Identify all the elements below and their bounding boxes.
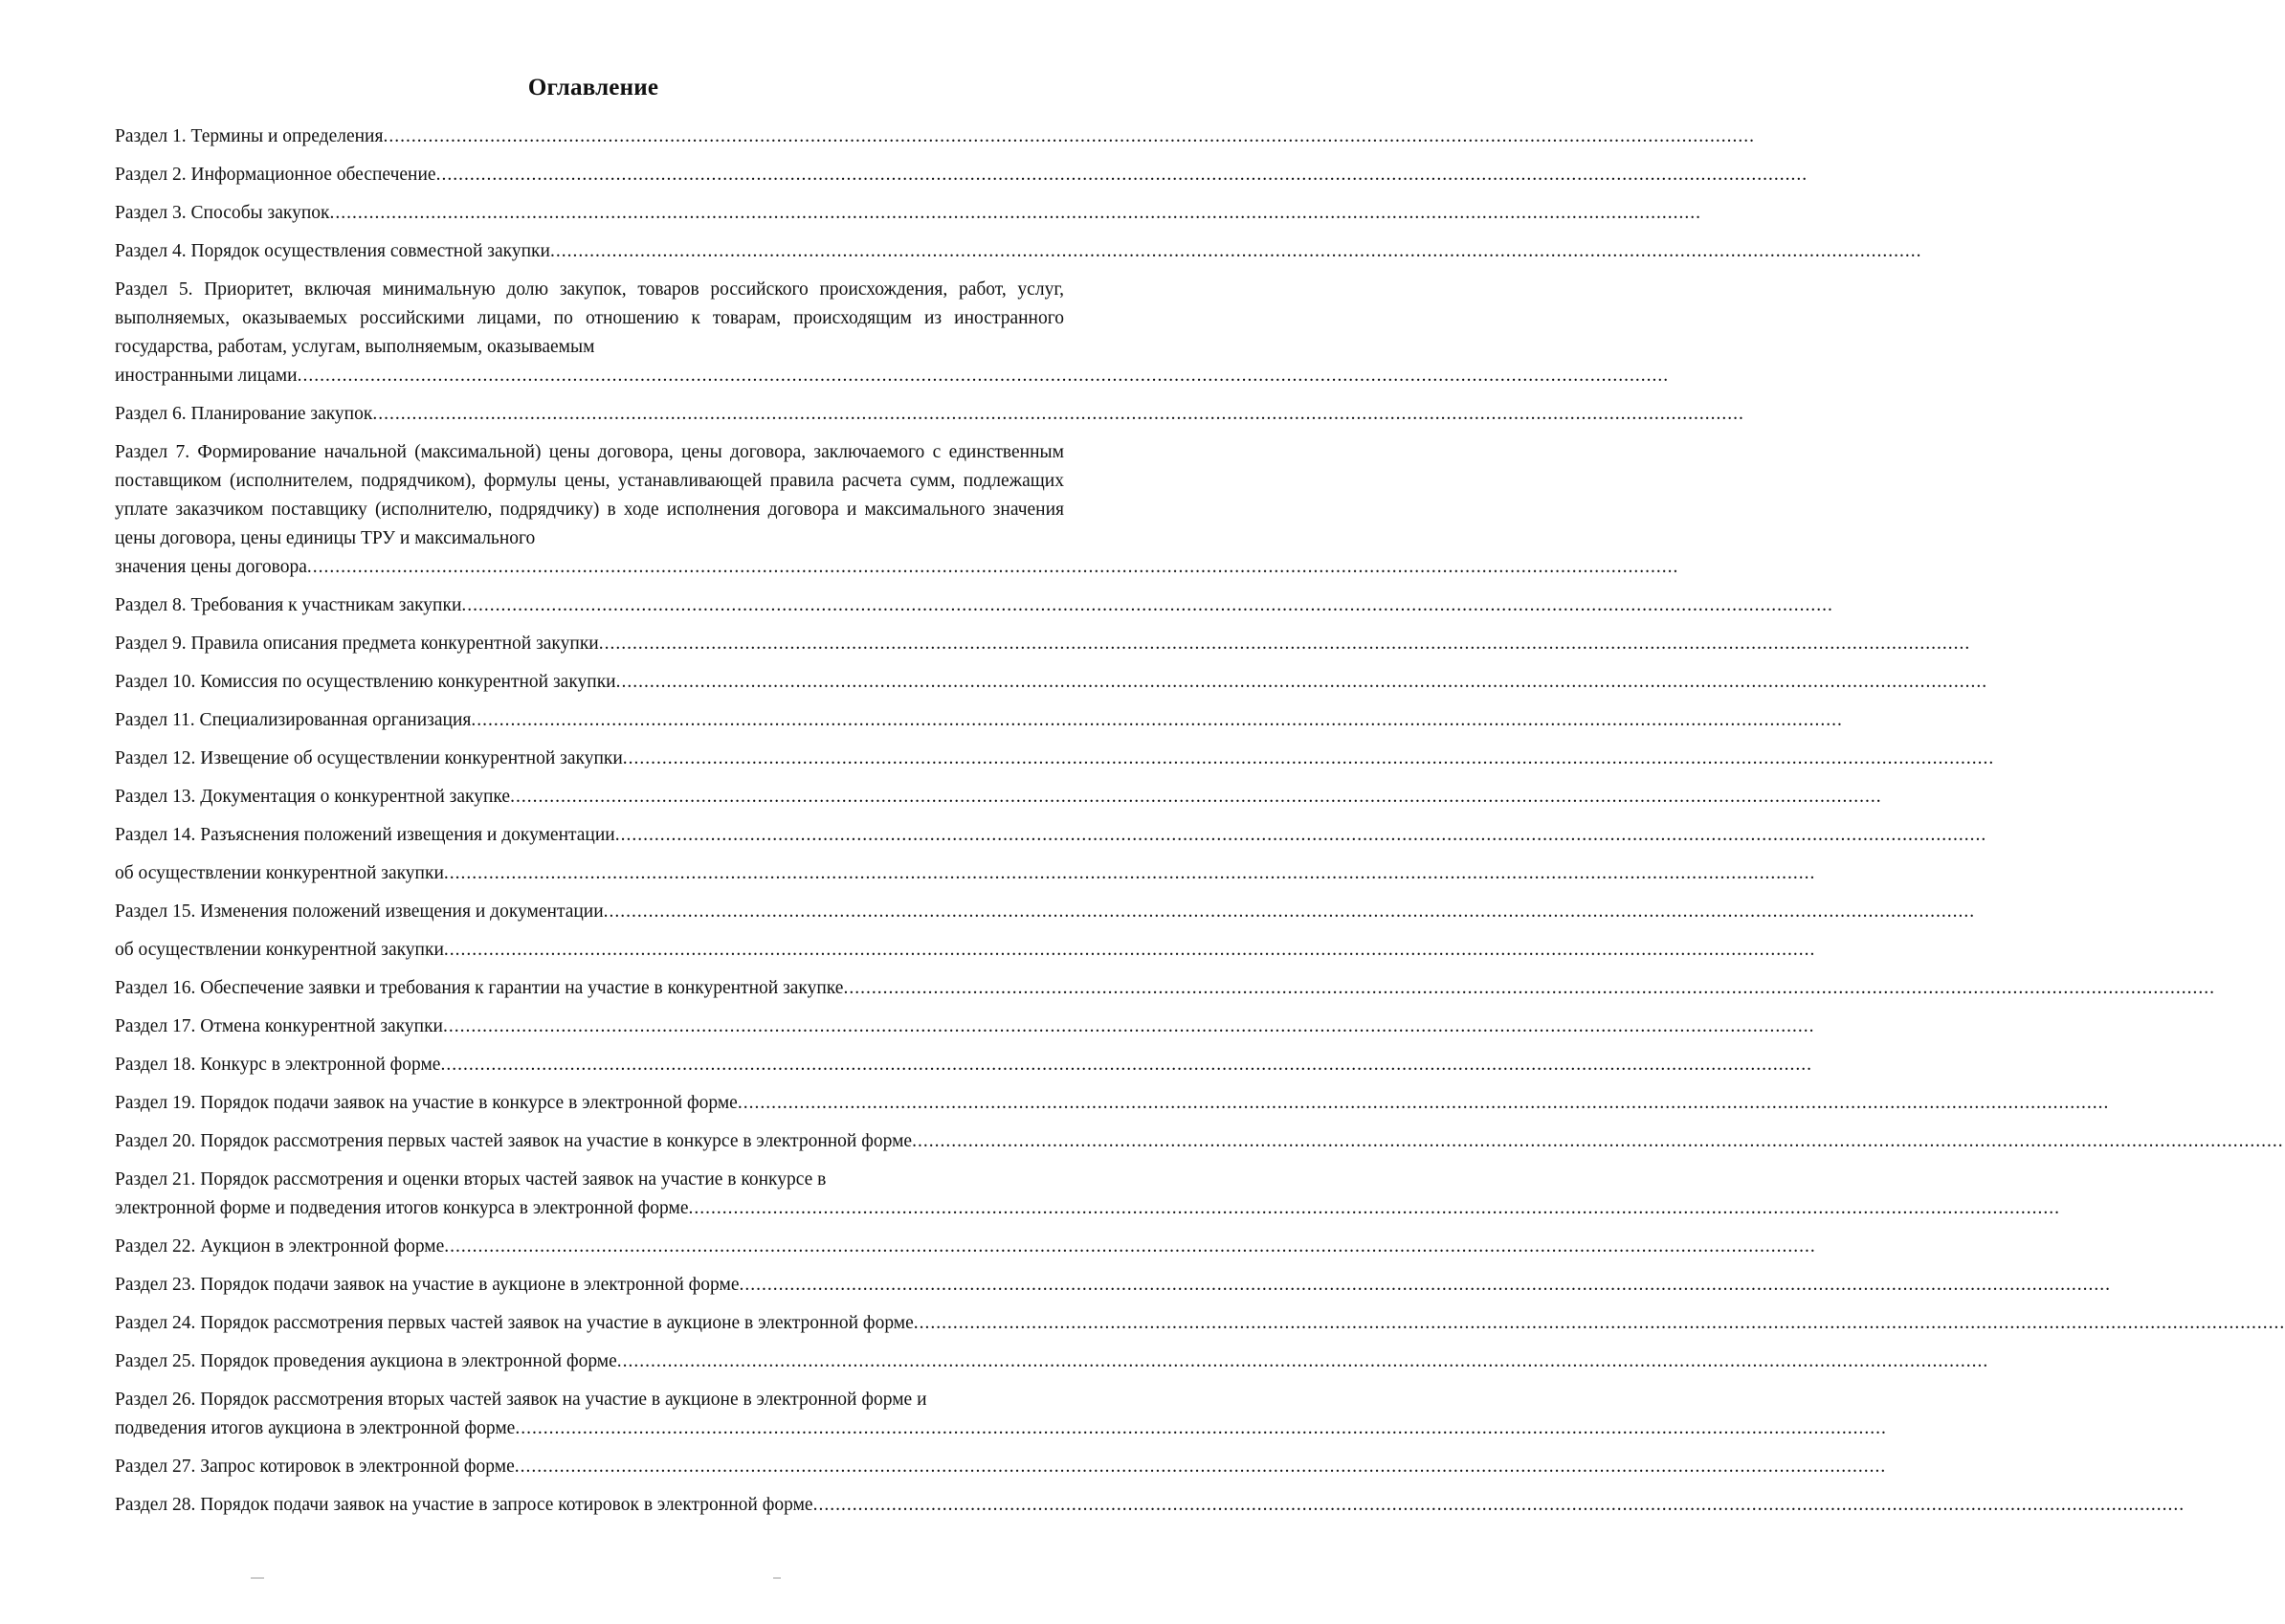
toc-entry-title-end: подведения итогов аукциона в электронной форме [115,1418,516,1438]
dot-leader: .................................................................................................................................................................................................................................................... [843,978,2215,998]
toc-entry-title: Раздел 27. Запрос котировок в электронной форме [115,1457,515,1477]
toc-entry [115,1051,1812,1079]
toc-entry-title: Раздел 4. Порядок осуществления совместной закупки [115,241,550,261]
toc-entry [115,936,1816,965]
dot-leader: .................................................................................................................................................................................................................................................... [688,1198,2060,1218]
toc-entry [115,1127,2284,1156]
dot-leader: .................................................................................................................................................................................................................................................... [383,126,1755,146]
dot-leader: .................................................................................................................................................................................................................................................... [443,940,1816,960]
dot-leader: .................................................................................................................................................................................................................................................... [443,863,1816,883]
toc-entry [115,630,1971,658]
toc-entry [115,974,2215,1003]
toc-entry-title: Раздел 23. Порядок подачи заявок на участие в аукционе в электронной форме [115,1275,740,1295]
dot-leader: .................................................................................................................................................................................................................................................... [615,672,1988,692]
toc-entry-title: Раздел 10. Комиссия по осуществлению конкурентной закупки [115,672,616,692]
toc-entry-title: Раздел 6. Планирование закупок [115,404,373,424]
toc-entry-title: Раздел 14. Разъяснения положений извещения и документации [115,825,615,845]
toc-entry-last-line [115,553,1679,582]
toc-entry [115,122,1755,151]
toc-entry [115,1309,2285,1338]
toc-entry-title: Раздел 18. Конкурс в электронной форме [115,1055,441,1075]
toc-entry-title: Раздел 21. Порядок рассмотрения и оценки вторых частей заявок на участие в конкурсе в [115,1169,827,1190]
toc-entry-title: Раздел 8. Требования к участникам закупки [115,595,462,615]
toc-entry-title: Раздел 13. Документация о конкурентной закупке [115,787,511,807]
dot-leader: .................................................................................................................................................................................................................................................... [329,203,1701,223]
toc-entry [115,1089,2110,1118]
toc-entry-title: Раздел 3. Способы закупок [115,203,330,223]
toc-entry-title: Раздел 24. Порядок рассмотрения первых частей заявок на участие в аукционе в электронной форме [115,1313,914,1333]
toc-entry-title: Раздел 26. Порядок рассмотрения вторых частей заявок на участие в аукционе в электронной форме и [115,1390,927,1410]
toc-entry [115,161,1808,189]
toc-entry-title: Раздел 25. Порядок проведения аукциона в электронной форме [115,1351,617,1371]
toc-entry [115,438,1679,582]
toc-entry [115,237,1922,266]
dot-leader: .................................................................................................................................................................................................................................................... [461,595,1833,615]
toc-entry [115,859,1816,888]
scan-speck [251,1577,264,1579]
dot-leader: .................................................................................................................................................................................................................................................... [442,1016,1815,1036]
dot-leader: .................................................................................................................................................................................................................................................... [306,557,1679,577]
scan-speck [773,1577,781,1579]
dot-leader: .................................................................................................................................................................................................................................................... [737,1093,2110,1113]
dot-leader: .................................................................................................................................................................................................................................................... [598,634,1971,654]
toc-entry [115,1233,1816,1261]
toc-entry-title-end: электронной форме и подведения итогов конкурса в электронной форме [115,1198,689,1218]
toc-entry-title: Раздел 16. Обеспечение заявки и требования к гарантии на участие в конкурентной закупке [115,978,844,998]
toc-entry [115,1012,1815,1041]
dot-leader: .................................................................................................................................................................................................................................................... [297,366,1670,386]
toc-entry [115,1453,1887,1481]
table-of-contents [115,122,2285,1529]
dot-leader: .................................................................................................................................................................................................................................................... [614,825,1987,845]
toc-entry-title: Раздел 22. Аукцион в электронной форме [115,1236,445,1257]
toc-entry-title: Раздел 1. Термины и определения [115,126,384,146]
toc-entry-title: Раздел 19. Порядок подачи заявок на участие в конкурсе в электронной форме [115,1093,738,1113]
toc-entry-title: Раздел 15. Изменения положений извещения и документации [115,901,604,922]
toc-entry [115,783,1882,812]
toc-entry [115,1491,2185,1520]
toc-entry [115,1386,1887,1443]
dot-leader: .................................................................................................................................................................................................................................................... [435,165,1808,185]
toc-entry-title: Раздел 7. Формирование начальной (максимальной) цены договора, цены договора, заключаемого с единственным поставщиком (исполнителем, подрядчиком), формулы цены, устанавливающей правила расчета сумм, подлежащих уплате заказчиком поставщику (исполнителю, подрядчику) в ходе исполнения договора и максимального значения цены договора, цены единицы ТРУ и максимального [115,442,1064,548]
dot-leader: .................................................................................................................................................................................................................................................... [739,1275,2111,1295]
toc-entry-title: Раздел 28. Порядок подачи заявок на участие в запросе котировок в электронной форме [115,1495,813,1515]
toc-entry [115,745,1995,773]
dot-leader: .................................................................................................................................................................................................................................................... [622,748,1995,768]
toc-entry-title: Раздел 11. Специализированная организация [115,710,472,730]
dot-leader: .................................................................................................................................................................................................................................................... [444,1236,1816,1257]
toc-entry-last-line [115,362,1670,390]
dot-leader: .................................................................................................................................................................................................................................................... [616,1351,1989,1371]
dot-leader: .................................................................................................................................................................................................................................................... [812,1495,2185,1515]
toc-entry-title: Раздел 20. Порядок рассмотрения первых частей заявок на участие в конкурсе в электронной форме [115,1131,913,1151]
dot-leader: .................................................................................................................................................................................................................................................... [549,241,1922,261]
toc-entry [115,821,1987,850]
toc-entry [115,668,1988,697]
toc-entry-title: Раздел 12. Извещение об осуществлении конкурентной закупки [115,748,623,768]
dot-leader: .................................................................................................................................................................................................................................................... [913,1313,2285,1333]
dot-leader: .................................................................................................................................................................................................................................................... [372,404,1744,424]
toc-entry-title: Раздел 2. Информационное обеспечение [115,165,436,185]
toc-entry-title-end: иностранными лицами [115,366,298,386]
page-title: Оглавление [527,75,659,100]
toc-entry [115,1166,2060,1223]
dot-leader: .................................................................................................................................................................................................................................................... [514,1457,1887,1477]
dot-leader: .................................................................................................................................................................................................................................................... [440,1055,1812,1075]
toc-entry [115,1347,1989,1376]
toc-entry-title: Раздел 17. Отмена конкурентной закупки [115,1016,443,1036]
toc-entry [115,591,1833,620]
toc-entry [115,706,1843,735]
toc-entry-title: Раздел 5. Приоритет, включая минимальную долю закупок, товаров российского происхождения, работ, услуг, выполняемых, оказываемых российскими лицами, по отношению к товарам, происходящим из иностранного государства, работам, услугам, выполняемым, оказываемым [115,279,1064,357]
toc-entry-last-line [115,1414,1887,1443]
dot-leader: .................................................................................................................................................................................................................................................... [603,901,1976,922]
toc-entry-title: об осуществлении конкурентной закупки [115,940,444,960]
toc-entry [115,199,1701,228]
dot-leader: .................................................................................................................................................................................................................................................... [515,1418,1887,1438]
toc-entry [115,400,1744,429]
toc-entry-title-end: значения цены договора [115,557,307,577]
toc-entry [115,276,1670,390]
toc-entry-title: об осуществлении конкурентной закупки [115,863,444,883]
toc-entry-title: Раздел 9. Правила описания предмета конкурентной закупки [115,634,599,654]
dot-leader: .................................................................................................................................................................................................................................................... [912,1131,2284,1151]
dot-leader: .................................................................................................................................................................................................................................................... [510,787,1882,807]
toc-entry [115,898,1976,926]
dot-leader: .................................................................................................................................................................................................................................................... [471,710,1843,730]
toc-entry [115,1271,2111,1300]
toc-entry-last-line [115,1194,2060,1223]
